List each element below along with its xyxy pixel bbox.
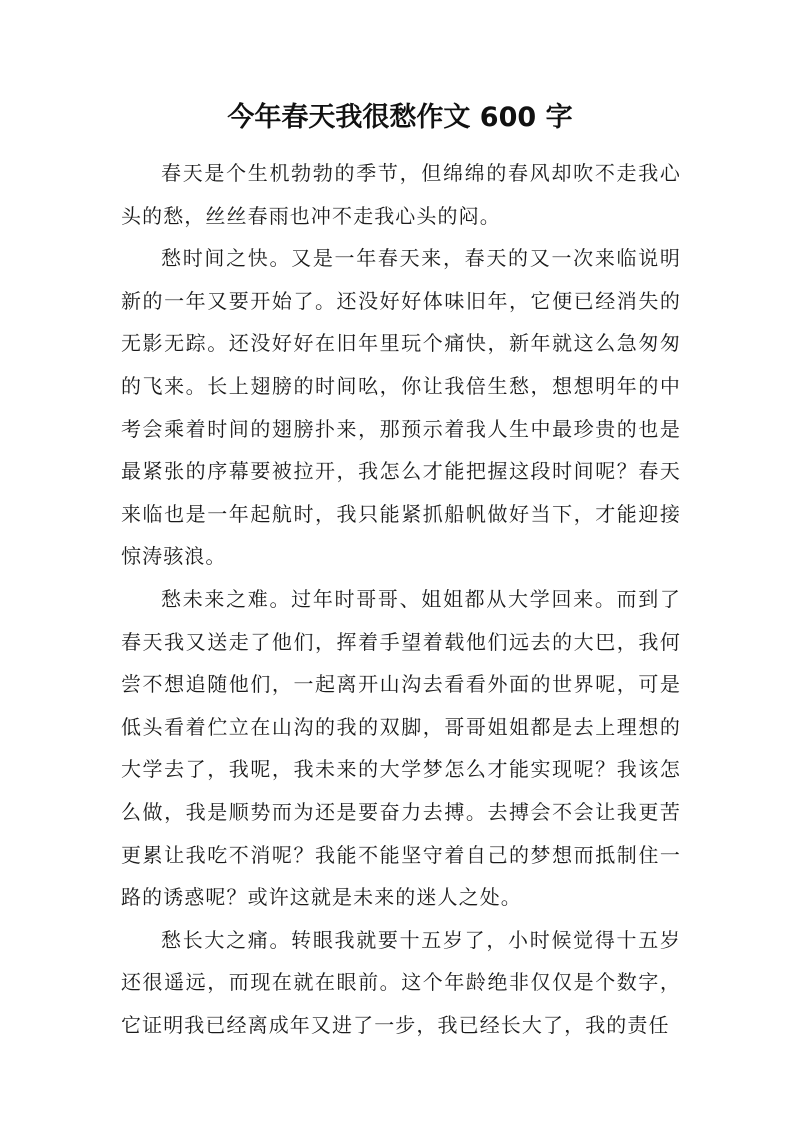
document-body [121,152,681,1046]
paragraph-2: 愁时间之快。又是一年春天来，春天的又一次来临说明新的一年又要开始了。还没好好体味旧年，它便已经消失的无影无踪。还没好好在旧年里玩个痛快，新年就这么急匆匆的飞来。长上翅膀的时间吆，你让我倍生愁，想想明年的中考会乘着时间的翅膀扑来，那预示着我人生中最珍贵的也是最紧张的序幕要被拉开，我怎么才能把握这段时间呢？春天来临也是一年起航时，我只能紧抓船帆做好当下，才能迎接惊涛骇浪。 [121,246,681,569]
document-title: 今年春天我很愁作文 600 字 [227,102,573,133]
paragraph-1: 春天是个生机勃勃的季节，但绵绵的春风却吹不走我心头的愁，丝丝春雨也冲不走我心头的闷。 [121,161,681,228]
paragraph-3: 愁未来之难。过年时哥哥、姐姐都从大学回来。而到了春天我又送走了他们，挥着手望着载他们远去的大巴，我何尝不想追随他们，一起离开山沟去看看外面的世界呢，可是低头看着伫立在山沟的我的双脚，哥哥姐姐都是去上理想的大学去了，我呢，我未来的大学梦怎么才能实现呢？我该怎么做，我是顺势而为还是要奋力去搏。去搏会不会让我更苦更累让我吃不消呢？我能不能坚守着自己的梦想而抵制住一路的诱惑呢？或许这就是未来的迷人之处。 [121,586,681,910]
paragraph-4: 愁长大之痛。转眼我就要十五岁了，小时候觉得十五岁还很遥远，而现在就在眼前。这个年龄绝非仅仅是个数字，它证明我已经离成年又进了一步，我已经长大了，我的责任 [121,927,681,1037]
